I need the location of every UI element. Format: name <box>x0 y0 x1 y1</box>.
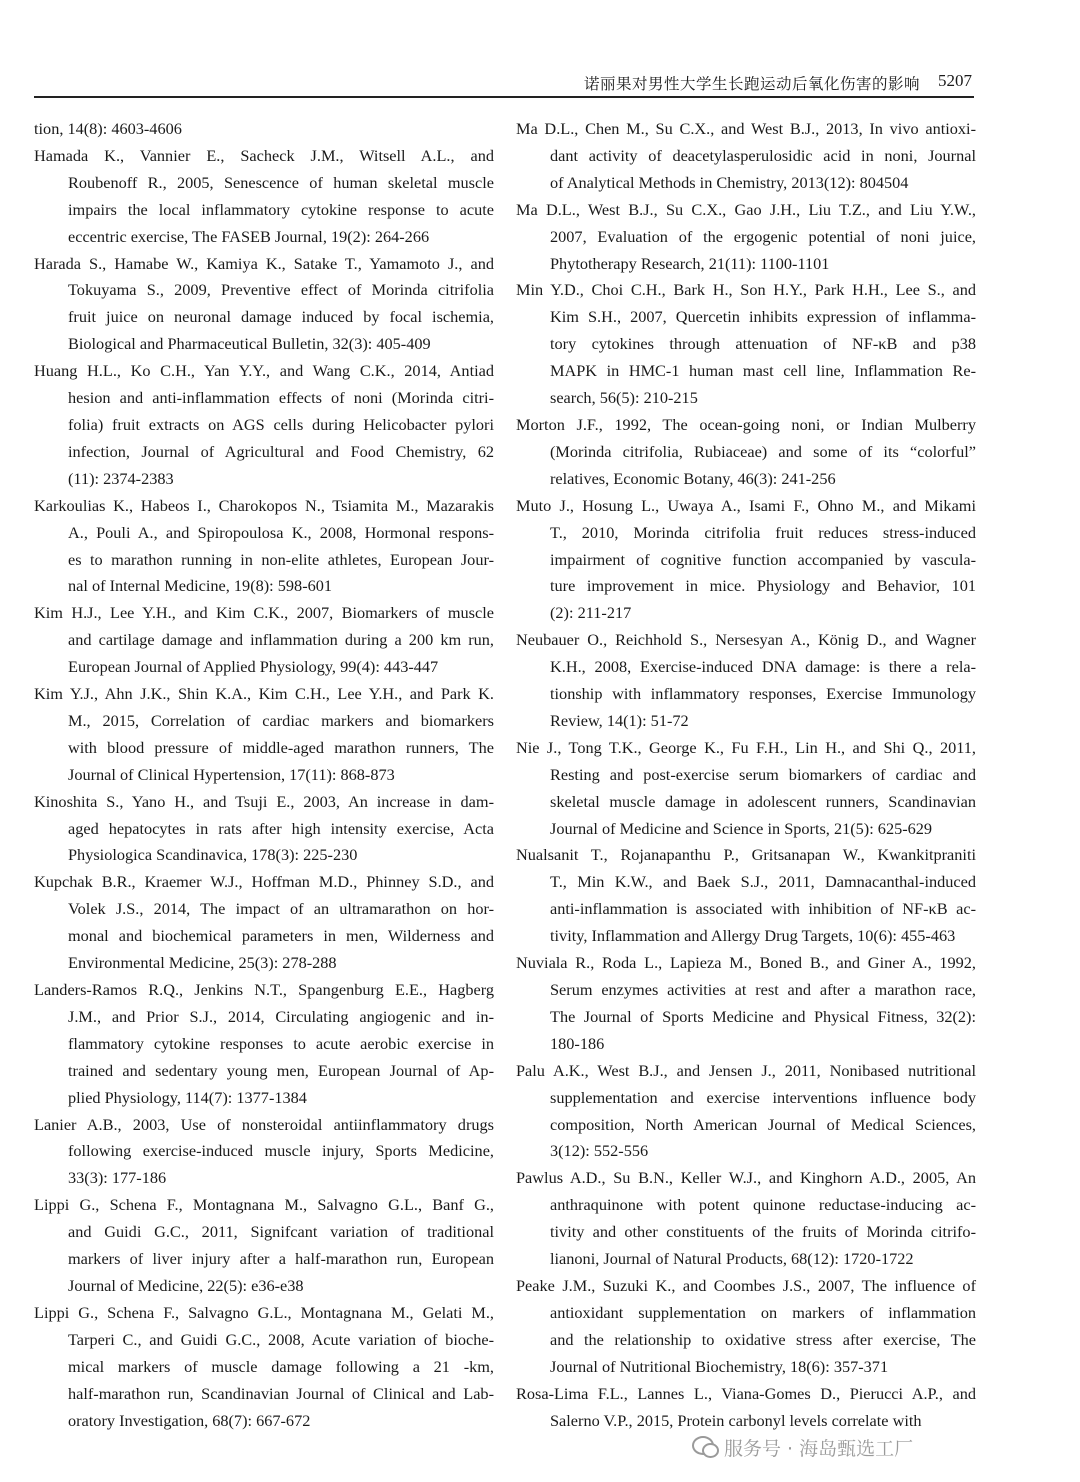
reference-line: Volek J.S., 2014, The impact of an ultramarathon on hor- <box>68 899 494 919</box>
reference-line: tory cytokines through attenuation of NF-κB and p38 <box>550 334 976 354</box>
reference-line: Physiologica Scandinavica, 178(3): 225-230 <box>68 845 358 865</box>
reference-entry <box>516 493 976 628</box>
reference-line: Ma D.L., West B.J., Su C.X., Gao J.H., Liu T.Z., and Liu Y.W., <box>516 199 976 219</box>
reference-entry <box>34 977 494 1112</box>
reference-line: fruit juice on neuronal damage induced by focal ischemia, <box>68 307 494 327</box>
reference-line: Nuviala R., Roda L., Lapieza M., Boned B., and Giner A., 1992, <box>516 953 976 973</box>
reference-line: antioxidant supplementation on markers of inflammation <box>550 1302 976 1322</box>
reference-line: tivity, Inflammation and Allergy Drug Targets, 10(6): 455-463 <box>550 926 956 946</box>
reference-line: K.H., 2008, Exercise-induced DNA damage: is there a rela- <box>550 657 976 677</box>
reference-line: of Analytical Methods in Chemistry, 2013(12): 804504 <box>550 172 909 192</box>
reference-line: following exercise-induced muscle injury, Sports Medicine, <box>68 1141 494 1161</box>
reference-line: Lippi G., Schena F., Montagnana M., Salvagno G.L., Banf G., <box>34 1195 494 1215</box>
reference-line: Peake J.M., Suzuki K., and Coombes J.S., 2007, The influence of <box>516 1275 976 1295</box>
reference-line: and Guidi G.C., 2011, Signifcant variation of traditional <box>68 1222 494 1242</box>
reference-line: markers of liver injury after a half-marathon run, European <box>68 1249 494 1269</box>
reference-line: J.M., and Prior S.J., 2014, Circulating angiogenic and in- <box>68 1006 494 1026</box>
reference-line: and the relationship to oxidative stress after exercise, The <box>550 1329 976 1349</box>
reference-line: search, 56(5): 210-215 <box>550 388 698 408</box>
reference-line: Journal of Medicine and Science in Sports, 21(5): 625-629 <box>550 818 933 838</box>
reference-line: composition, North American Journal of Medical Sciences, <box>550 1114 976 1134</box>
reference-line: hesion and anti-inflammation effects of noni (Morinda citri- <box>68 388 494 408</box>
reference-line: (2): 211-217 <box>550 603 632 623</box>
reference-line: 180-186 <box>550 1033 605 1053</box>
reference-entry <box>34 1192 494 1300</box>
reference-entry <box>516 1165 976 1273</box>
reference-line: tion, 14(8): 4603-4606 <box>34 119 182 138</box>
header-rule <box>34 96 974 98</box>
reference-line: Biological and Pharmaceutical Bulletin, 32(3): 405-409 <box>68 334 431 354</box>
reference-line: Kinoshita S., Yano H., and Tsuji E., 2003, An increase in dam- <box>34 791 494 811</box>
reference-entry <box>516 1381 976 1435</box>
reference-line: Hamada K., Vannier E., Sacheck J.M., Witsell A.L., and <box>34 145 494 165</box>
references-left-column <box>34 116 494 1434</box>
reference-line: Ma D.L., Chen M., Su C.X., and West B.J., 2013, In vivo antioxi- <box>516 119 976 138</box>
watermark-text: 服务号 · 海岛甄选工厂 <box>724 1437 914 1460</box>
reference-entry <box>34 358 494 493</box>
reference-line: Journal of Nutritional Biochemistry, 18(6): 357-371 <box>550 1356 889 1376</box>
reference-line: Serum enzymes activities at rest and after a marathon race, <box>550 980 976 999</box>
reference-line: Journal of Clinical Hypertension, 17(11): 868-873 <box>68 764 395 784</box>
reference-line: folia) fruit extracts on AGS cells during Helicobacter pylori <box>68 414 494 434</box>
reference-line: Lanier A.B., 2003, Use of nonsteroidal antiinflammatory drugs <box>34 1114 494 1134</box>
reference-entry <box>34 869 494 977</box>
reference-line: 33(3): 177-186 <box>68 1168 167 1188</box>
reference-line: Journal of Medicine, 22(5): e36-e38 <box>68 1275 304 1295</box>
reference-line: Huang H.L., Ko C.H., Yan Y.Y., and Wang C.K., 2014, Antiad <box>34 361 494 381</box>
reference-line: aged hepatocytes in rats after high intensity exercise, Acta <box>68 818 494 838</box>
reference-line: dant activity of deacetylasperulosidic acid in noni, Journal <box>550 145 976 165</box>
reference-line: 3(12): 552-556 <box>550 1141 649 1161</box>
reference-entry <box>516 842 976 950</box>
reference-entry <box>516 1273 976 1381</box>
reference-line: Morton J.F., 1992, The ocean-going noni, or Indian Mulberry <box>516 414 976 434</box>
reference-line: (Morinda citrifolia, Rubiaceae) and some of its “colorful” <box>550 441 976 461</box>
reference-line: mical markers of muscle damage following a 21 -km, <box>68 1356 494 1376</box>
reference-line: with blood pressure of middle-aged marathon runners, The <box>68 737 494 757</box>
reference-line: flammatory cytokine responses to acute aerobic exercise in <box>68 1033 494 1053</box>
reference-entry <box>34 600 494 681</box>
reference-line: T., 2010, Morinda citrifolia fruit reduces stress-induced <box>550 522 976 542</box>
reference-line: Landers-Ramos R.Q., Jenkins N.T., Spangenburg E.E., Hagberg <box>34 980 494 999</box>
reference-line: Neubauer O., Reichhold S., Nersesyan A., König D., and Wagner <box>516 630 976 650</box>
reference-entry <box>516 412 976 493</box>
reference-line: A., Pouli A., and Spiropoulosa K., 2008, Hormonal respons- <box>68 522 494 542</box>
reference-entry <box>34 681 494 789</box>
reference-entry <box>34 1300 494 1435</box>
reference-line: Tarperi C., and Guidi G.C., 2008, Acute variation of bioche- <box>68 1329 494 1349</box>
reference-line: Min Y.D., Choi C.H., Bark H., Son H.Y., Park H.H., Lee S., and <box>516 280 976 300</box>
reference-line: impairment of cognitive function accompanied by vascula- <box>550 549 976 569</box>
watermark <box>686 1432 919 1462</box>
reference-line: 2007, Evaluation of the ergogenic potential of noni juice, <box>550 226 976 246</box>
reference-line: Rosa-Lima F.L., Lannes L., Viana-Gomes D., Pierucci A.P., and <box>516 1383 976 1403</box>
reference-line: Kim S.H., 2007, Quercetin inhibits expression of inflamma- <box>550 307 976 327</box>
reference-line: Salerno V.P., 2015, Protein carbonyl levels correlate with <box>550 1410 922 1430</box>
header-title: 诺丽果对男性大学生长跑运动后氧化伤害的影响 <box>583 75 920 93</box>
reference-line: Nie J., Tong T.K., George K., Fu F.H., Lin H., and Shi Q., 2011, <box>516 737 976 757</box>
reference-entry <box>516 627 976 735</box>
reference-line: T., Min K.W., and Baek S.J., 2011, Damnacanthal-induced <box>550 872 976 892</box>
reference-line: lianoni, Journal of Natural Products, 68(12): 1720-1722 <box>550 1249 914 1269</box>
reference-line: nal of Internal Medicine, 19(8): 598-601 <box>68 576 333 596</box>
reference-line: M., 2015, Correlation of cardiac markers and biomarkers <box>68 710 494 730</box>
reference-line: Muto J., Hosung L., Uwaya A., Isami F., Ohno M., and Mikami <box>516 495 976 515</box>
reference-line: trained and sedentary young men, European Journal of Ap- <box>68 1060 494 1080</box>
reference-entry <box>516 1058 976 1166</box>
reference-line: eccentric exercise, The FASEB Journal, 19(2): 264-266 <box>68 226 430 246</box>
reference-entry <box>516 735 976 843</box>
reference-line: supplementation and exercise interventions influence body <box>550 1087 976 1107</box>
reference-line: oratory Investigation, 68(7): 667-672 <box>68 1410 311 1430</box>
reference-entry <box>34 251 494 359</box>
reference-line: Nualsanit T., Rojanapanthu P., Gritsanapan W., Kwankitpraniti <box>516 845 976 865</box>
reference-line: MAPK in HMC-1 human mast cell line, Inflammation Re- <box>550 361 976 381</box>
reference-line: plied Physiology, 114(7): 1377-1384 <box>68 1087 307 1107</box>
reference-line: Harada S., Hamabe W., Kamiya K., Satake T., Yamamoto J., and <box>34 253 494 273</box>
reference-line: infection, Journal of Agricultural and Food Chemistry, 62 <box>68 441 494 461</box>
reference-line: Karkoulias K., Habeos I., Charokopos N., Tsiamita M., Mazarakis <box>34 495 494 515</box>
reference-line: European Journal of Applied Physiology, 99(4): 443-447 <box>68 657 439 677</box>
reference-line: monal and biochemical parameters in men, Wilderness and <box>68 926 494 946</box>
reference-entry <box>34 493 494 601</box>
reference-line: tionship with inflammatory responses, Exercise Immunology <box>550 684 976 704</box>
reference-entry <box>34 116 494 143</box>
reference-line: Pawlus A.D., Su B.N., Keller W.J., and Kinghorn A.D., 2005, An <box>516 1168 976 1188</box>
reference-entry <box>516 116 976 197</box>
reference-line: impairs the local inflammatory cytokine response to acute <box>68 199 494 219</box>
running-header <box>0 68 1080 98</box>
reference-entry <box>34 789 494 870</box>
wechat-icon <box>692 1436 718 1458</box>
reference-line: Kim H.J., Lee Y.H., and Kim C.K., 2007, Biomarkers of muscle <box>34 603 494 623</box>
reference-line: Environmental Medicine, 25(3): 278-288 <box>68 953 337 973</box>
reference-line: anthraquinone with potent quinone reductase-inducing ac- <box>550 1195 976 1215</box>
reference-line: relatives, Economic Botany, 46(3): 241-256 <box>550 468 836 488</box>
reference-entry <box>516 277 976 412</box>
reference-line: es to marathon running in non-elite athletes, European Jour- <box>68 549 494 569</box>
reference-line: skeletal muscle damage in adolescent runners, Scandinavian <box>550 791 976 811</box>
page-number: 5207 <box>938 71 972 90</box>
references-right-column <box>516 116 976 1434</box>
reference-entry <box>516 950 976 1058</box>
reference-line: (11): 2374-2383 <box>68 468 174 488</box>
reference-line: tivity and other constituents of the fruits of Morinda citrifo- <box>550 1222 976 1242</box>
reference-line: and cartilage damage and inflammation during a 200 km run, <box>68 630 494 650</box>
reference-line: Tokuyama S., 2009, Preventive effect of Morinda citrifolia <box>68 280 494 300</box>
reference-line: Review, 14(1): 51-72 <box>550 710 689 730</box>
reference-entry <box>34 143 494 251</box>
reference-line: Kim Y.J., Ahn J.K., Shin K.A., Kim C.H., Lee Y.H., and Park K. <box>34 684 494 704</box>
reference-line: anti-inflammation is associated with inhibition of NF-κB ac- <box>550 899 976 919</box>
reference-entry <box>516 197 976 278</box>
reference-line: Palu A.K., West B.J., and Jensen J., 2011, Nonibased nutritional <box>516 1060 976 1080</box>
reference-line: Kupchak B.R., Kraemer W.J., Hoffman M.D., Phinney S.D., and <box>34 872 494 892</box>
reference-line: half-marathon run, Scandinavian Journal of Clinical and Lab- <box>68 1383 494 1403</box>
reference-line: Lippi G., Schena F., Salvagno G.L., Montagnana M., Gelati M., <box>34 1302 494 1322</box>
reference-line: The Journal of Sports Medicine and Physical Fitness, 32(2): <box>550 1006 976 1026</box>
reference-line: Phytotherapy Research, 21(11): 1100-1101 <box>550 253 830 273</box>
reference-entry <box>34 1112 494 1193</box>
reference-line: Resting and post-exercise serum biomarkers of cardiac and <box>550 764 976 784</box>
reference-line: Roubenoff R., 2005, Senescence of human skeletal muscle <box>68 172 494 192</box>
reference-line: ture improvement in mice. Physiology and Behavior, 101 <box>550 576 976 596</box>
